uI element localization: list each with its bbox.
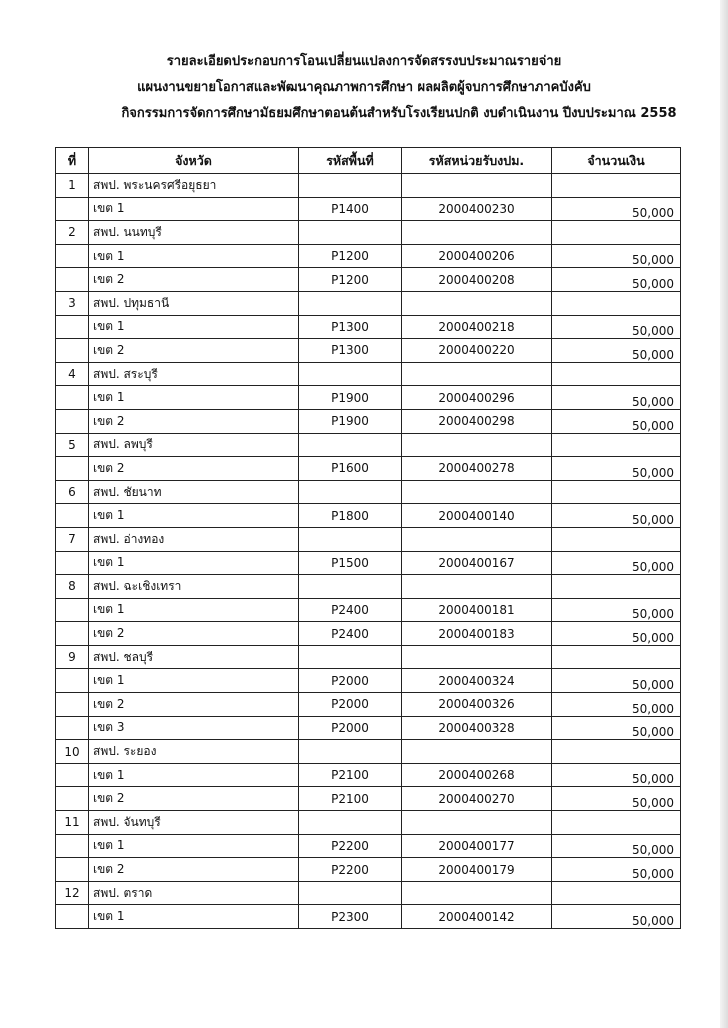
row-name-cell: สพป. จันทบุรี: [89, 811, 299, 835]
district-row: [56, 669, 681, 693]
amount-cell: 50,000: [552, 551, 681, 575]
unit-code-cell: 2000400328: [402, 716, 552, 740]
area-code-cell: [299, 527, 402, 551]
area-code-cell: P2200: [299, 834, 402, 858]
amount-cell: [552, 881, 681, 905]
area-code-cell: P2000: [299, 669, 402, 693]
district-row: [56, 834, 681, 858]
row-name-cell: เขต 1: [89, 197, 299, 221]
unit-code-cell: [402, 881, 552, 905]
area-code-cell: P1300: [299, 339, 402, 363]
page-edge: [720, 0, 728, 1028]
row-number-cell: [56, 457, 89, 481]
unit-code-cell: 2000400177: [402, 834, 552, 858]
area-code-cell: P1400: [299, 197, 402, 221]
unit-code-cell: [402, 527, 552, 551]
column-header-amount: จำนวนเงิน: [552, 148, 681, 174]
unit-code-cell: 2000400179: [402, 858, 552, 882]
unit-code-cell: 2000400230: [402, 197, 552, 221]
row-number-cell: [56, 339, 89, 363]
amount-cell: 50,000: [552, 409, 681, 433]
province-row: [56, 291, 681, 315]
area-code-cell: P1300: [299, 315, 402, 339]
row-name-cell: เขต 2: [89, 693, 299, 717]
row-number-cell: 3: [56, 291, 89, 315]
unit-code-cell: 2000400183: [402, 622, 552, 646]
row-name-cell: สพป. ฉะเชิงเทรา: [89, 575, 299, 599]
header-line-1: รายละเอียดประกอบการโอนเปลี่ยนแปลงการจัดสรรงบประมาณรายจ่าย: [166, 54, 562, 69]
row-number-cell: [56, 834, 89, 858]
district-row: [56, 268, 681, 292]
province-row: [56, 645, 681, 669]
row-name-cell: เขต 2: [89, 457, 299, 481]
row-name-cell: เขต 1: [89, 504, 299, 528]
header-row: [56, 148, 681, 174]
district-row: [56, 409, 681, 433]
area-code-cell: P2200: [299, 858, 402, 882]
row-number-cell: [56, 598, 89, 622]
amount-cell: 50,000: [552, 386, 681, 410]
unit-code-cell: 2000400181: [402, 598, 552, 622]
province-row: [56, 174, 681, 198]
row-number-cell: [56, 693, 89, 717]
unit-code-cell: 2000400206: [402, 244, 552, 268]
amount-cell: 50,000: [552, 787, 681, 811]
area-code-cell: [299, 480, 402, 504]
row-name-cell: สพป. นนทบุรี: [89, 221, 299, 245]
row-name-cell: เขต 1: [89, 834, 299, 858]
unit-code-cell: [402, 174, 552, 198]
amount-cell: [552, 221, 681, 245]
amount-cell: [552, 362, 681, 386]
province-row: [56, 433, 681, 457]
unit-code-cell: 2000400220: [402, 339, 552, 363]
row-name-cell: สพป. ปทุมธานี: [89, 291, 299, 315]
table-body: [56, 174, 681, 929]
row-number-cell: 7: [56, 527, 89, 551]
province-row: [56, 527, 681, 551]
amount-cell: 50,000: [552, 504, 681, 528]
province-row: [56, 811, 681, 835]
table-header: [56, 148, 681, 174]
column-header-province: จังหวัด: [89, 148, 299, 174]
amount-cell: [552, 480, 681, 504]
unit-code-cell: [402, 362, 552, 386]
amount-cell: [552, 174, 681, 198]
amount-cell: 50,000: [552, 716, 681, 740]
amount-cell: 50,000: [552, 339, 681, 363]
row-number-cell: 10: [56, 740, 89, 764]
row-number-cell: [56, 409, 89, 433]
row-name-cell: เขต 2: [89, 339, 299, 363]
unit-code-cell: 2000400268: [402, 763, 552, 787]
amount-cell: 50,000: [552, 622, 681, 646]
area-code-cell: P1200: [299, 268, 402, 292]
row-number-cell: [56, 763, 89, 787]
area-code-cell: P1900: [299, 386, 402, 410]
amount-cell: 50,000: [552, 834, 681, 858]
area-code-cell: [299, 881, 402, 905]
unit-code-cell: 2000400278: [402, 457, 552, 481]
column-header-no: ที่: [56, 148, 89, 174]
row-name-cell: เขต 2: [89, 409, 299, 433]
area-code-cell: P1500: [299, 551, 402, 575]
area-code-cell: P1900: [299, 409, 402, 433]
header-line-2: แผนงานขยายโอกาสและพัฒนาคุณภาพการศึกษา ผลผลิตผู้จบการศึกษาภาคบังคับ: [137, 80, 591, 95]
province-row: [56, 575, 681, 599]
row-name-cell: สพป. อ่างทอง: [89, 527, 299, 551]
area-code-cell: [299, 174, 402, 198]
area-code-cell: [299, 740, 402, 764]
row-number-cell: 5: [56, 433, 89, 457]
row-number-cell: [56, 858, 89, 882]
district-row: [56, 905, 681, 929]
unit-code-cell: 2000400324: [402, 669, 552, 693]
unit-code-cell: [402, 811, 552, 835]
area-code-cell: [299, 645, 402, 669]
row-number-cell: [56, 197, 89, 221]
row-number-cell: [56, 504, 89, 528]
row-name-cell: เขต 1: [89, 244, 299, 268]
row-name-cell: สพป. ตราด: [89, 881, 299, 905]
row-number-cell: 6: [56, 480, 89, 504]
row-number-cell: [56, 669, 89, 693]
row-name-cell: เขต 2: [89, 268, 299, 292]
row-name-cell: เขต 2: [89, 858, 299, 882]
unit-code-cell: [402, 575, 552, 599]
district-row: [56, 598, 681, 622]
district-row: [56, 339, 681, 363]
area-code-cell: [299, 811, 402, 835]
row-number-cell: [56, 268, 89, 292]
area-code-cell: P2400: [299, 598, 402, 622]
area-code-cell: P1800: [299, 504, 402, 528]
province-row: [56, 362, 681, 386]
row-name-cell: สพป. ลพบุรี: [89, 433, 299, 457]
district-row: [56, 858, 681, 882]
unit-code-cell: 2000400167: [402, 551, 552, 575]
row-number-cell: [56, 386, 89, 410]
area-code-cell: P2300: [299, 905, 402, 929]
row-name-cell: เขต 1: [89, 551, 299, 575]
amount-cell: 50,000: [552, 763, 681, 787]
area-code-cell: [299, 291, 402, 315]
amount-cell: [552, 575, 681, 599]
header-line-3: กิจกรรมการจัดการศึกษามัธยมศึกษาตอนต้นสำหรับโรงเรียนปกติ งบดำเนินงาน ปีงบประมาณ 2558: [121, 106, 677, 121]
row-name-cell: เขต 3: [89, 716, 299, 740]
column-header-area-code: รหัสพื้นที่: [299, 148, 402, 174]
unit-code-cell: [402, 221, 552, 245]
amount-cell: [552, 645, 681, 669]
district-row: [56, 551, 681, 575]
district-row: [56, 197, 681, 221]
row-number-cell: 8: [56, 575, 89, 599]
area-code-cell: P2400: [299, 622, 402, 646]
district-row: [56, 457, 681, 481]
row-name-cell: สพป. ชัยนาท: [89, 480, 299, 504]
row-number-cell: [56, 315, 89, 339]
area-code-cell: [299, 433, 402, 457]
row-name-cell: เขต 1: [89, 315, 299, 339]
row-number-cell: 2: [56, 221, 89, 245]
area-code-cell: [299, 362, 402, 386]
district-row: [56, 716, 681, 740]
unit-code-cell: [402, 480, 552, 504]
province-row: [56, 480, 681, 504]
document-header: [0, 49, 728, 127]
row-name-cell: สพป. ระยอง: [89, 740, 299, 764]
province-row: [56, 881, 681, 905]
amount-cell: [552, 527, 681, 551]
amount-cell: 50,000: [552, 693, 681, 717]
unit-code-cell: 2000400270: [402, 787, 552, 811]
area-code-cell: P2100: [299, 787, 402, 811]
amount-cell: 50,000: [552, 244, 681, 268]
row-name-cell: เขต 1: [89, 905, 299, 929]
amount-cell: [552, 811, 681, 835]
row-number-cell: 9: [56, 645, 89, 669]
district-row: [56, 244, 681, 268]
row-number-cell: [56, 716, 89, 740]
district-row: [56, 315, 681, 339]
row-name-cell: สพป. สระบุรี: [89, 362, 299, 386]
amount-cell: 50,000: [552, 858, 681, 882]
amount-cell: 50,000: [552, 905, 681, 929]
unit-code-cell: 2000400142: [402, 905, 552, 929]
amount-cell: 50,000: [552, 315, 681, 339]
area-code-cell: P2000: [299, 716, 402, 740]
row-name-cell: เขต 1: [89, 669, 299, 693]
district-row: [56, 763, 681, 787]
row-number-cell: [56, 787, 89, 811]
area-code-cell: P2000: [299, 693, 402, 717]
unit-code-cell: 2000400326: [402, 693, 552, 717]
row-number-cell: [56, 551, 89, 575]
row-name-cell: เขต 1: [89, 386, 299, 410]
unit-code-cell: [402, 291, 552, 315]
budget-table: [55, 147, 681, 929]
row-name-cell: สพป. ชลบุรี: [89, 645, 299, 669]
row-name-cell: สพป. พระนครศรีอยุธยา: [89, 174, 299, 198]
area-code-cell: P1600: [299, 457, 402, 481]
province-row: [56, 221, 681, 245]
district-row: [56, 693, 681, 717]
row-number-cell: [56, 905, 89, 929]
area-code-cell: P1200: [299, 244, 402, 268]
district-row: [56, 622, 681, 646]
district-row: [56, 787, 681, 811]
area-code-cell: P2100: [299, 763, 402, 787]
amount-cell: 50,000: [552, 669, 681, 693]
unit-code-cell: [402, 433, 552, 457]
row-name-cell: เขต 1: [89, 598, 299, 622]
area-code-cell: [299, 575, 402, 599]
row-number-cell: 4: [56, 362, 89, 386]
row-name-cell: เขต 1: [89, 763, 299, 787]
unit-code-cell: [402, 645, 552, 669]
amount-cell: 50,000: [552, 197, 681, 221]
unit-code-cell: 2000400296: [402, 386, 552, 410]
district-row: [56, 386, 681, 410]
province-row: [56, 740, 681, 764]
unit-code-cell: 2000400208: [402, 268, 552, 292]
amount-cell: [552, 291, 681, 315]
row-number-cell: 12: [56, 881, 89, 905]
area-code-cell: [299, 221, 402, 245]
unit-code-cell: 2000400218: [402, 315, 552, 339]
unit-code-cell: 2000400140: [402, 504, 552, 528]
amount-cell: 50,000: [552, 598, 681, 622]
row-number-cell: 11: [56, 811, 89, 835]
column-header-unit-code: รหัสหน่วยรับงปม.: [402, 148, 552, 174]
unit-code-cell: 2000400298: [402, 409, 552, 433]
unit-code-cell: [402, 740, 552, 764]
row-number-cell: 1: [56, 174, 89, 198]
row-number-cell: [56, 244, 89, 268]
row-name-cell: เขต 2: [89, 622, 299, 646]
amount-cell: 50,000: [552, 457, 681, 481]
row-name-cell: เขต 2: [89, 787, 299, 811]
amount-cell: [552, 740, 681, 764]
amount-cell: 50,000: [552, 268, 681, 292]
amount-cell: [552, 433, 681, 457]
row-number-cell: [56, 622, 89, 646]
district-row: [56, 504, 681, 528]
